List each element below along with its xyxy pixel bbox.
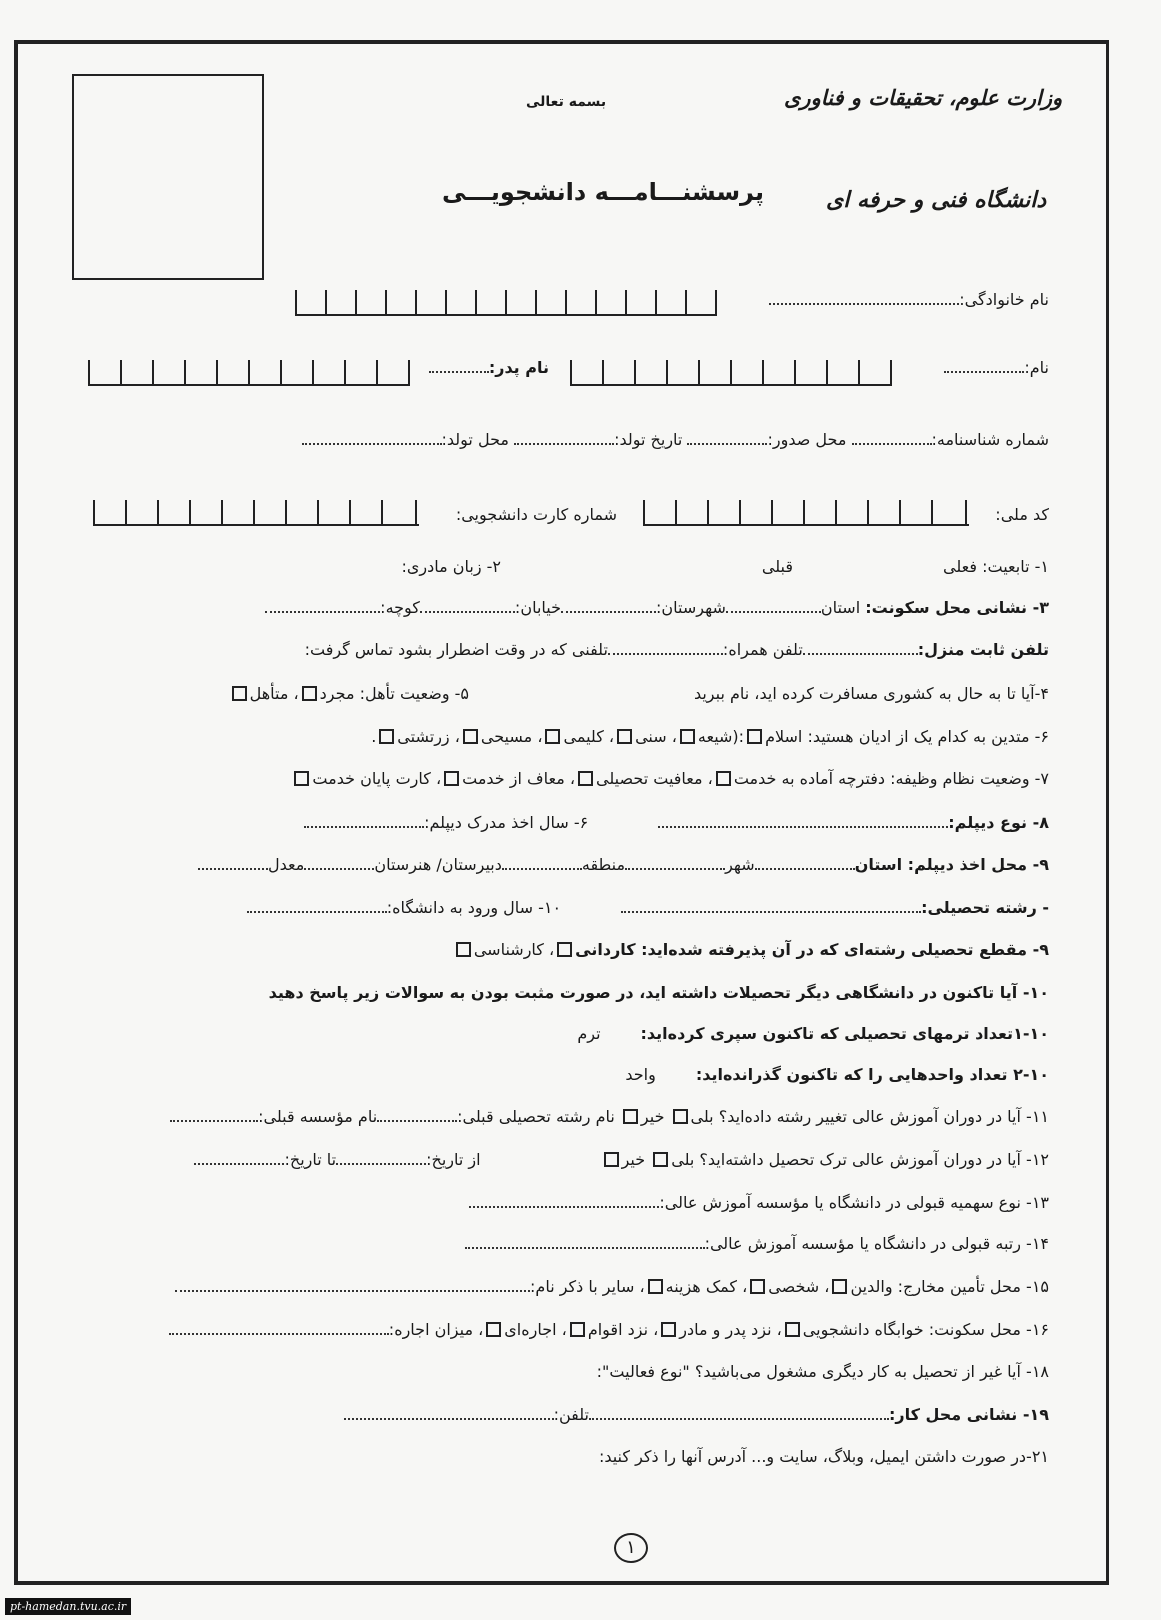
birth-date-label: تاریخ تولد: xyxy=(614,430,683,449)
dorm-checkbox[interactable] xyxy=(785,1322,800,1337)
bismillah: بسمه تعالی xyxy=(526,94,607,110)
ministry-name: وزارت علوم، تحقیقات و فناوری xyxy=(784,85,1063,110)
phone-line[interactable]: تلفن ثابت منزل:تلفن همراه:تلفنی که در وقت اضطرار بشود تماس گرفت: xyxy=(304,640,1049,659)
q19-work-address[interactable]: ۱۹- نشانی محل کار:تلفن: xyxy=(344,1405,1049,1425)
with-parents-checkbox[interactable] xyxy=(661,1322,676,1337)
student-card-boxes[interactable] xyxy=(93,496,419,526)
shia-checkbox[interactable] xyxy=(680,729,695,744)
q12-no-checkbox[interactable] xyxy=(604,1152,619,1167)
major-line[interactable]: - رشته تحصیلی:۱۰- سال ورود به دانشگاه: xyxy=(247,898,1049,918)
q2-mother-tongue[interactable]: ۲- زبان مادری: xyxy=(401,557,501,576)
q1-nationality[interactable]: ۱- تابعیت: فعلیقبلی xyxy=(761,557,1049,576)
q5-marital[interactable]: ۵- وضعیت تأهل: مجرد، متأهل xyxy=(229,684,469,704)
q9b-degree-level[interactable]: ۹- مقطع تحصیلی رشته‌ای که در آن پذیرفته شده‌اید: کاردانی، کارشناسی xyxy=(453,940,1049,960)
form-title: پرسشنـــامـــه دانشجویـــی xyxy=(442,178,764,206)
edu-exempt-checkbox[interactable] xyxy=(578,771,593,786)
photo-box xyxy=(72,74,264,280)
father-name-field[interactable] xyxy=(429,358,549,378)
bachelor-checkbox[interactable] xyxy=(456,942,471,957)
issue-place-label: محل صدور: xyxy=(767,430,847,449)
father-name-label: نام پدر: xyxy=(488,358,549,377)
q10-prior-study: ۱۰- آیا تاکنون در دانشگاهی دیگر تحصیلات داشته اید، در صورت مثبت بودن به سوالات زیر پاسخ دهید xyxy=(268,983,1049,1002)
personal-checkbox[interactable] xyxy=(750,1279,765,1294)
q14-rank[interactable]: ۱۴- رتبه قبولی در دانشگاه یا مؤسسه آموزش عالی: xyxy=(465,1234,1049,1254)
page-number: ۱ xyxy=(614,1533,648,1563)
q7-military[interactable]: ۷- وضعیت نظام وظیفه: دفترچه آماده به خدمت، معافیت تحصیلی، معاف از خدمت، کارت پایان خدمت xyxy=(291,769,1049,789)
ready-service-checkbox[interactable] xyxy=(716,771,731,786)
kalimi-checkbox[interactable] xyxy=(545,729,560,744)
masihi-checkbox[interactable] xyxy=(463,729,478,744)
first-name-boxes[interactable] xyxy=(570,356,892,386)
rental-checkbox[interactable] xyxy=(486,1322,501,1337)
q10-1-terms[interactable]: ۱-۱۰تعداد ترمهای تحصیلی که تاکنون سپری کرده‌اید:ترم xyxy=(577,1024,1049,1043)
watermark: pt-hamedan.tvu.ac.ir xyxy=(5,1598,131,1615)
sunni-checkbox[interactable] xyxy=(617,729,632,744)
national-code-boxes[interactable] xyxy=(643,496,969,526)
family-name-field[interactable] xyxy=(769,290,1049,310)
zartoshti-checkbox[interactable] xyxy=(379,729,394,744)
q15-expenses[interactable]: ۱۵- محل تأمین مخارج: والدین، شخصی، کمک هزینه، سایر با ذکر نام: xyxy=(175,1277,1049,1297)
q11-yes-checkbox[interactable] xyxy=(673,1109,688,1124)
q12-dropout[interactable]: ۱۲- آیا در دوران آموزش عالی ترک تحصیل داشته‌اید؟ بلی خیراز تاریخ:تا تاریخ: xyxy=(194,1150,1049,1170)
married-checkbox[interactable] xyxy=(232,686,247,701)
q6-religion[interactable]: ۶- متدین به کدام یک از ادیان هستید: اسلام:(شیعه، سنی، کلیمی، مسیحی، زرتشتی. xyxy=(371,727,1049,746)
q18-other-job[interactable]: ۱۸- آیا غیر از تحصیل به کار دیگری مشغول می‌باشید؟ "نوع فعالیت": xyxy=(596,1362,1049,1381)
relatives-checkbox[interactable] xyxy=(570,1322,585,1337)
q21-online-presence[interactable]: ۲۱-در صورت داشتن ایمیل، وبلاگ، سایت و... آدرس آنها را ذکر کنید: xyxy=(598,1447,1049,1466)
national-code-label: کد ملی: xyxy=(995,505,1049,524)
q3-address[interactable]: ۳- نشانی محل سکونت: استانشهرستان:خیابان:کوچه: xyxy=(265,598,1049,618)
parents-checkbox[interactable] xyxy=(832,1279,847,1294)
university-name: دانشگاه فنی و حرفه ای xyxy=(826,187,1047,213)
family-name-boxes[interactable] xyxy=(295,286,717,316)
q10-2-units[interactable]: ۲-۱۰ تعداد واحدهایی را که تاکنون گذرانده‌اید:واحد xyxy=(625,1065,1049,1084)
q9-diploma-place[interactable]: ۹- محل اخذ دیپلم: استانشهرمنطقهدبیرستان/ هنرستانمعدل xyxy=(198,855,1049,875)
father-name-boxes[interactable] xyxy=(88,356,410,386)
birth-cert-line[interactable] xyxy=(302,430,1050,450)
q12-yes-checkbox[interactable] xyxy=(653,1152,668,1167)
service-card-checkbox[interactable] xyxy=(294,771,309,786)
exempt-checkbox[interactable] xyxy=(444,771,459,786)
student-card-label: شماره کارت دانشجویی: xyxy=(455,505,617,524)
q11-major-change[interactable]: ۱۱- آیا در دوران آموزش عالی تغییر رشته داده‌اید؟ بلی خیر نام رشته تحصیلی قبلی:نام مؤسسه قبلی: xyxy=(170,1107,1049,1127)
q16-residence[interactable]: ۱۶- محل سکونت: خوابگاه دانشجویی، نزد پدر و مادر، نزد اقوام، اجاره‌ای، میزان اجاره: xyxy=(169,1320,1049,1340)
aid-checkbox[interactable] xyxy=(648,1279,663,1294)
family-name-label: نام خانوادگی: xyxy=(959,290,1049,309)
islam-checkbox[interactable] xyxy=(747,729,762,744)
birth-place-label: محل تولد: xyxy=(441,430,509,449)
single-checkbox[interactable] xyxy=(302,686,317,701)
associate-checkbox[interactable] xyxy=(557,942,572,957)
q4-travel[interactable]: ۴-آیا تا به حال به کشوری مسافرت کرده اید، نام ببرید xyxy=(693,684,1049,703)
q11-no-checkbox[interactable] xyxy=(623,1109,638,1124)
q8-diploma-type[interactable]: ۸- نوع دیپلم:۶- سال اخذ مدرک دیپلم: xyxy=(304,813,1049,833)
birth-cert-label: شماره شناسنامه: xyxy=(931,430,1049,449)
first-name-label: نام: xyxy=(1024,358,1049,377)
first-name-field[interactable] xyxy=(944,358,1049,378)
q13-quota[interactable]: ۱۳- نوع سهمیه قبولی در دانشگاه یا مؤسسه آموزش عالی: xyxy=(469,1193,1049,1213)
